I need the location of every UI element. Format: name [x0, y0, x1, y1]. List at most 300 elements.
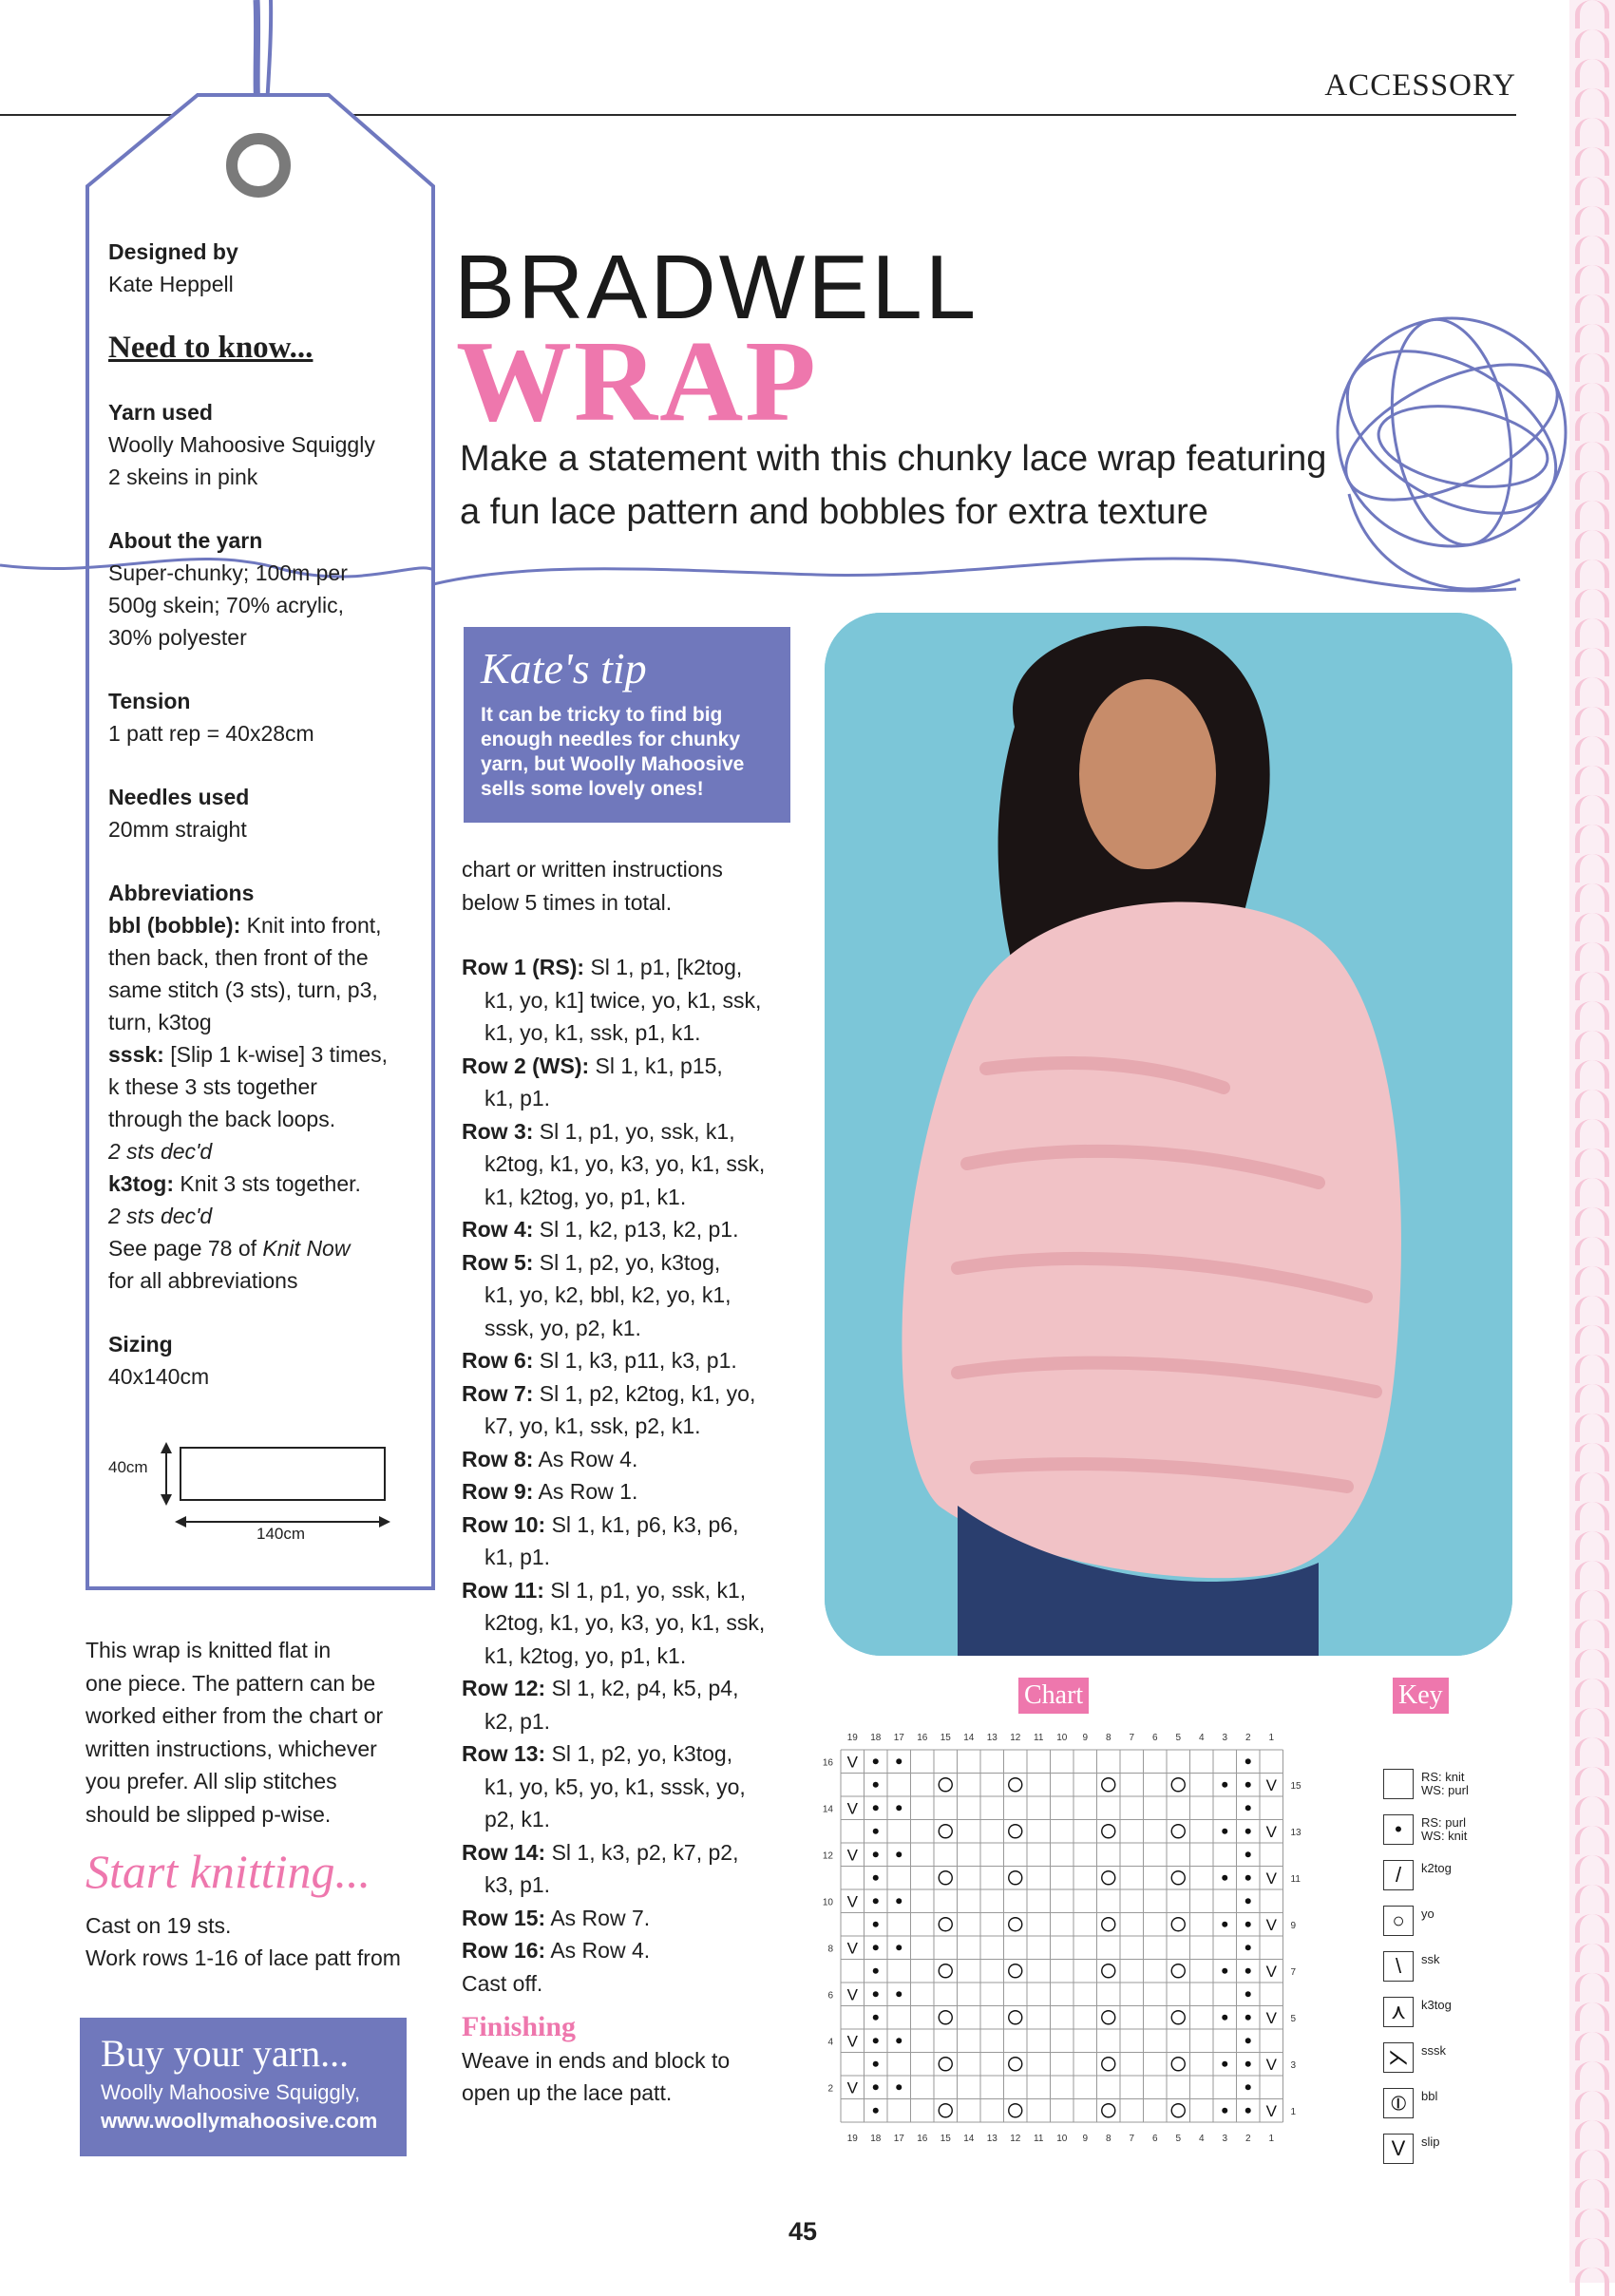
- pattern-row-line: k1, p1.: [484, 1086, 551, 1110]
- row-label: Row 16:: [462, 1938, 546, 1963]
- chart-purl-symbol: [1222, 1782, 1227, 1788]
- chart-col-number: 19: [846, 2134, 858, 2144]
- row-text: As Row 1.: [538, 1479, 638, 1504]
- row-label: Row 14:: [462, 1839, 546, 1865]
- tag-info: [108, 236, 431, 1424]
- model-photo: [825, 613, 1512, 1656]
- start-knitting-heading: Start knitting...: [86, 1845, 370, 1898]
- pattern-row-line: [462, 1213, 804, 1246]
- chart-purl-symbol: [1245, 1945, 1251, 1950]
- key-symbol-icon: \: [1383, 1951, 1414, 1982]
- chart-slip-symbol: V: [846, 1753, 858, 1772]
- finishing-line: Weave in ends and block to: [462, 2047, 731, 2073]
- pattern-row-line: [462, 1344, 804, 1377]
- abbrev-text: through the back loops.: [108, 1107, 336, 1131]
- chart-slip-symbol: V: [846, 1799, 858, 1818]
- row-label: Row 5:: [462, 1249, 534, 1275]
- key-symbol-icon: •: [1383, 1814, 1414, 1845]
- cast-on-line: Cast on 19 sts.: [86, 1912, 232, 1938]
- abbrev-text: k these 3 sts together: [108, 1074, 317, 1099]
- abbrev-text: 2 sts dec'd: [108, 1204, 213, 1228]
- chart-col-number: 9: [1082, 1733, 1089, 1743]
- key-symbol-icon: /: [1383, 1860, 1414, 1890]
- chart-col-number: 16: [917, 2134, 928, 2144]
- abbrev-text: [Slip 1 k-wise] 3 times,: [163, 1042, 389, 1067]
- pattern-row-line: k1, yo, k1] twice, yo, k1, ssk,: [484, 987, 762, 1013]
- chart-purl-symbol: [1245, 1829, 1251, 1834]
- key-symbol-icon: V: [1383, 2134, 1414, 2164]
- about-yarn-line: 30% polyester: [108, 625, 247, 650]
- yarn-used-line: 2 skeins in pink: [108, 465, 258, 489]
- chart-row-number: 11: [1290, 1873, 1301, 1885]
- row-label: Row 2 (WS):: [462, 1053, 590, 1078]
- key-text: k2tog: [1421, 1861, 1452, 1875]
- abbrev-term: k3tog:: [108, 1171, 174, 1196]
- row-text: Sl 1, p1, [k2tog,: [590, 955, 743, 979]
- photo-illustration: [825, 613, 1512, 1656]
- chart-yo-symbol: [1009, 2011, 1022, 2024]
- braid-motif: [1575, 1708, 1609, 1736]
- chart-col-number: 5: [1175, 2134, 1182, 2144]
- sizing-height-label: 40cm: [108, 1458, 148, 1476]
- row-text: Sl 1, p2, yo, k3tog,: [551, 1741, 733, 1766]
- magazine-name: Knit Now: [262, 1236, 351, 1261]
- chart-purl-symbol: [896, 1945, 902, 1950]
- finishing-line: open up the lace patt.: [462, 2080, 673, 2105]
- chart-purl-symbol: [1222, 1829, 1227, 1834]
- chart-yo-symbol: [1009, 2104, 1022, 2117]
- chart-col-number: 5: [1175, 1733, 1182, 1743]
- chart-slip-symbol: V: [1265, 1915, 1277, 1934]
- key-symbol-icon: ⋋: [1383, 2042, 1414, 2073]
- chart-col-number: 14: [963, 1733, 975, 1743]
- work-rows-line: Work rows 1-16 of lace patt from: [86, 1945, 401, 1970]
- chart-yo-symbol: [1171, 2011, 1185, 2024]
- abbreviations-label: Abbreviations: [108, 881, 255, 905]
- chart-col-number: 6: [1151, 1733, 1158, 1743]
- braid-motif: [1575, 1944, 1609, 1972]
- key-item: [1383, 1951, 1507, 1983]
- chart-yo-symbol: [1171, 1918, 1185, 1931]
- chart-yo-symbol: [1171, 1825, 1185, 1838]
- chart-purl-symbol: [1222, 2061, 1227, 2067]
- chart-col-number: 15: [940, 2134, 951, 2144]
- chart-yo-symbol: [939, 1778, 952, 1792]
- tip-line: yarn, but Woolly Mahoosive: [481, 753, 745, 775]
- chart-col-number: 12: [1010, 1733, 1021, 1743]
- chart-yo-symbol: [1171, 1871, 1185, 1885]
- row-text: Sl 1, p1, yo, ssk, k1,: [539, 1118, 735, 1144]
- key-item: [1383, 1814, 1507, 1847]
- chart-col-number: 1: [1268, 1733, 1275, 1743]
- chart-col-number: 4: [1198, 1733, 1205, 1743]
- chart-purl-symbol: [873, 1805, 879, 1811]
- key-item: [1383, 1860, 1507, 1892]
- sizing-value: 40x140cm: [108, 1364, 210, 1389]
- row-text: Sl 1, k1, p6, k3, p6,: [551, 1511, 739, 1537]
- braid-motif: [1575, 1767, 1609, 1795]
- knitting-chart: [817, 1719, 1311, 2156]
- chart-yo-symbol: [939, 2104, 952, 2117]
- chart-yo-symbol: [939, 1964, 952, 1978]
- chart-row-number: 9: [1290, 1920, 1297, 1931]
- chart-purl-symbol: [896, 1758, 902, 1764]
- abbrev-text: then back, then front of the: [108, 945, 369, 970]
- about-yarn-line: 500g skein; 70% acrylic,: [108, 593, 345, 617]
- intro-line: should be slipped p-wise.: [86, 1801, 332, 1827]
- pattern-row-line: [462, 951, 804, 984]
- row-text: Sl 1, p1, yo, ssk, k1,: [550, 1577, 747, 1603]
- cast-off: Cast off.: [462, 1970, 543, 1996]
- key-symbol-icon: ⋏: [1383, 1997, 1414, 2027]
- tip-line: It can be tricky to find big: [481, 704, 723, 726]
- row-label: Row 8:: [462, 1446, 534, 1471]
- chart-purl-symbol: [873, 2038, 879, 2043]
- abbrev-text: same stitch (3 sts), turn, p3,: [108, 977, 378, 1002]
- chart-purl-symbol: [1222, 1875, 1227, 1881]
- pattern-row-line: k1, k2tog, yo, p1, k1.: [484, 1642, 687, 1668]
- chart-purl-symbol: [1245, 2061, 1251, 2067]
- chart-purl-symbol: [1222, 2108, 1227, 2114]
- needles-value: 20mm straight: [108, 817, 247, 842]
- key-item: [1383, 1769, 1507, 1801]
- section-label: ACCESSORY: [1324, 68, 1516, 103]
- key-symbol-icon: [1383, 1769, 1414, 1799]
- pattern-row-line: k2tog, k1, yo, k3, yo, k1, ssk,: [484, 1151, 766, 1176]
- chart-purl-symbol: [873, 1968, 879, 1974]
- pattern-row-line: k1, yo, k1, ssk, p1, k1.: [484, 1020, 701, 1045]
- pattern-row-line: k1, k2tog, yo, p1, k1.: [484, 1184, 687, 1209]
- abbrev-text: Knit 3 sts together.: [174, 1171, 361, 1196]
- row-label: Row 7:: [462, 1380, 534, 1406]
- row-label: Row 9:: [462, 1479, 534, 1504]
- pattern-row-line: k3, p1.: [484, 1872, 551, 1897]
- chart-purl-symbol: [1245, 1991, 1251, 1997]
- intro-line: This wrap is knitted flat in: [86, 1638, 332, 1662]
- braid-motif: [1575, 1796, 1609, 1825]
- row-text: As Row 4.: [550, 1938, 651, 1963]
- chart-slip-symbol: V: [1265, 1775, 1277, 1794]
- chart-yo-symbol: [1009, 1871, 1022, 1885]
- key-symbol-icon: ⦶: [1383, 2088, 1414, 2118]
- chart-row-number: 12: [822, 1850, 833, 1862]
- intro-cont-line: below 5 times in total.: [462, 889, 673, 915]
- row-text: Sl 1, k2, p4, k5, p4,: [551, 1676, 739, 1700]
- intro-column: [86, 1634, 428, 1975]
- pattern-row-line: [462, 1115, 804, 1148]
- buy-yarn-box: [80, 2018, 407, 2156]
- braid-motif: [1575, 2238, 1609, 2267]
- abbrev-term: bbl (bobble):: [108, 913, 241, 938]
- chart-row-number: 8: [827, 1944, 833, 1955]
- chart-col-number: 7: [1129, 1733, 1135, 1743]
- chart-col-number: 17: [893, 2134, 904, 2144]
- pattern-row-line: [462, 1509, 804, 1542]
- pattern-row-line: k7, yo, k1, ssk, p2, k1.: [484, 1414, 701, 1438]
- chart-slip-symbol: V: [846, 1892, 858, 1911]
- pattern-row-line: sssk, yo, p2, k1.: [484, 1315, 641, 1340]
- pattern-row-line: p2, k1.: [484, 1807, 551, 1831]
- abbrev-term: sssk:: [108, 1042, 164, 1067]
- chart-purl-symbol: [1245, 2038, 1251, 2043]
- chart-slip-symbol: V: [1265, 1962, 1277, 1981]
- chart-title: Chart: [1018, 1678, 1089, 1714]
- title-line-2: WRAP: [456, 317, 818, 446]
- pattern-row-line: [462, 1377, 804, 1411]
- key-text: bbl: [1421, 2089, 1438, 2103]
- chart-row-number: 14: [822, 1804, 833, 1815]
- row-text: As Row 7.: [550, 1905, 651, 1930]
- pattern-row-line: [462, 1836, 804, 1869]
- chart-purl-symbol: [1245, 1875, 1251, 1881]
- chart-yo-symbol: [1102, 2011, 1115, 2024]
- page-number: 45: [788, 2217, 818, 2246]
- chart-yo-symbol: [1171, 2104, 1185, 2117]
- chart-col-number: 15: [940, 1733, 951, 1743]
- braid-motif: [1575, 1620, 1609, 1648]
- chart-purl-symbol: [873, 1991, 879, 1997]
- row-label: Row 13:: [462, 1741, 546, 1766]
- row-label: Row 3:: [462, 1118, 534, 1144]
- chart-yo-symbol: [1009, 1918, 1022, 1931]
- buy-yarn-product: Woolly Mahoosive Squiggly,: [101, 2080, 361, 2104]
- chart-col-number: 3: [1222, 1733, 1228, 1743]
- chart-row-number: 15: [1290, 1780, 1302, 1792]
- chart-col-number: 6: [1151, 2134, 1158, 2144]
- row-label: Row 10:: [462, 1511, 546, 1537]
- standfirst-line: a fun lace pattern and bobbles for extra texture: [460, 492, 1208, 532]
- chart-col-number: 10: [1056, 2134, 1068, 2144]
- chart-yo-symbol: [939, 2011, 952, 2024]
- intro-line: worked either from the chart or: [86, 1703, 384, 1728]
- pattern-row-line: k2, p1.: [484, 1708, 551, 1734]
- tip-title: Kate's tip: [481, 644, 647, 693]
- chart-col-number: 10: [1056, 1733, 1068, 1743]
- row-text: Sl 1, k1, p15,: [595, 1053, 723, 1078]
- chart-row-number: 6: [827, 1990, 833, 2002]
- chart-purl-symbol: [1245, 1782, 1251, 1788]
- buy-yarn-url[interactable]: www.woollymahoosive.com: [101, 2109, 378, 2133]
- intro-line: you prefer. All slip stitches: [86, 1769, 337, 1793]
- yarn-used-line: Woolly Mahoosive Squiggly: [108, 432, 375, 457]
- chart-slip-symbol: V: [1265, 1822, 1277, 1841]
- intro-line: written instructions, whichever: [86, 1736, 377, 1761]
- key-item: [1383, 2134, 1507, 2166]
- chart-purl-symbol: [896, 1898, 902, 1904]
- rows-list: [462, 951, 804, 1967]
- chart-row-number: 3: [1290, 2059, 1297, 2071]
- chart-slip-symbol: V: [846, 2078, 858, 2097]
- chart-yo-symbol: [1171, 1964, 1185, 1978]
- braid-motif: [1575, 1855, 1609, 1884]
- sizing-label: Sizing: [108, 1332, 173, 1357]
- key-item: [1383, 2088, 1507, 2120]
- pattern-row-line: k1, p1.: [484, 1545, 551, 1569]
- chart-purl-symbol: [1245, 1968, 1251, 1974]
- pattern-row-line: [462, 1934, 804, 1967]
- row-label: Row 4:: [462, 1217, 534, 1242]
- chart-col-number: 12: [1010, 2134, 1021, 2144]
- needles-label: Needles used: [108, 785, 250, 809]
- key-item: [1383, 1906, 1507, 1938]
- chart-col-number: 7: [1129, 2134, 1135, 2144]
- chart-purl-symbol: [873, 1898, 879, 1904]
- chart-row-number: 5: [1290, 2013, 1297, 2024]
- chart-yo-symbol: [1009, 1778, 1022, 1792]
- abbrev-text: turn, k3tog: [108, 1010, 212, 1034]
- chart-slip-symbol: V: [1265, 2008, 1277, 2027]
- chart-purl-symbol: [896, 1805, 902, 1811]
- chart-yo-symbol: [1009, 2058, 1022, 2071]
- braid-motif: [1575, 1973, 1609, 2002]
- chart-row-number: 2: [827, 2083, 833, 2095]
- chart-col-number: 18: [870, 1733, 882, 1743]
- chart-yo-symbol: [939, 1825, 952, 1838]
- braid-motif: [1575, 2120, 1609, 2149]
- chart-col-number: 13: [986, 2134, 998, 2144]
- about-yarn-label: About the yarn: [108, 528, 263, 553]
- chart-purl-symbol: [1245, 2084, 1251, 2090]
- chart-col-number: 19: [846, 1733, 858, 1743]
- pattern-row-line: [462, 1475, 804, 1509]
- braid-motif: [1575, 2032, 1609, 2060]
- pattern-row-line: [462, 1050, 804, 1083]
- key-symbol-icon: ○: [1383, 1906, 1414, 1936]
- abbrev-text: Knit into front,: [240, 913, 382, 938]
- chart-slip-symbol: V: [1265, 2055, 1277, 2074]
- key-text: yo: [1421, 1907, 1434, 1921]
- tip-text: [481, 703, 773, 802]
- row-text: Sl 1, k3, p2, k7, p2,: [551, 1839, 739, 1865]
- chart-col-number: 16: [917, 1733, 928, 1743]
- chart-yo-symbol: [939, 1871, 952, 1885]
- row-text: Sl 1, p2, yo, k3tog,: [539, 1249, 721, 1275]
- chart-purl-symbol: [1222, 1968, 1227, 1974]
- intro-line: one piece. The pattern can be: [86, 1670, 376, 1696]
- chart-col-number: 1: [1268, 2134, 1275, 2144]
- chart-col-number: 3: [1222, 2134, 1228, 2144]
- chart-col-number: 18: [870, 2134, 882, 2144]
- pattern-row-line: [462, 1443, 804, 1476]
- yarn-used-label: Yarn used: [108, 400, 213, 425]
- chart-col-number: 8: [1105, 2134, 1112, 2144]
- instructions-column: [462, 853, 804, 2110]
- braid-motif: [1575, 2061, 1609, 2090]
- tension-value: 1 patt rep = 40x28cm: [108, 721, 314, 746]
- tip-box: [464, 627, 790, 823]
- chart-col-number: 9: [1082, 2134, 1089, 2144]
- chart-row-number: 16: [822, 1757, 833, 1769]
- chart-purl-symbol: [873, 1851, 879, 1857]
- chart-row-number: 4: [827, 2037, 833, 2048]
- key-item: [1383, 1997, 1507, 2029]
- row-label: Row 6:: [462, 1348, 534, 1373]
- pattern-row-line: [462, 1737, 804, 1771]
- chart-purl-symbol: [1245, 1898, 1251, 1904]
- chart-slip-symbol: V: [846, 1985, 858, 2004]
- pattern-row-line: k1, yo, k2, bbl, k2, yo, k1,: [484, 1282, 732, 1307]
- chart-purl-symbol: [896, 2038, 902, 2043]
- chart-yo-symbol: [1102, 1825, 1115, 1838]
- braid-motif: [1575, 1826, 1609, 1854]
- chart-col-number: 11: [1034, 2134, 1044, 2144]
- chart-purl-symbol: [873, 1758, 879, 1764]
- standfirst: [460, 432, 1372, 539]
- buy-yarn-title: Buy your yarn...: [101, 2032, 350, 2075]
- chart-col-number: 2: [1244, 1733, 1251, 1743]
- need-to-know-heading: Need to know...: [108, 331, 314, 365]
- chart-row-number: 7: [1290, 1966, 1297, 1978]
- chart-purl-symbol: [1222, 2015, 1227, 2021]
- braid-motif: [1575, 2002, 1609, 2031]
- braid-motif: [1575, 1885, 1609, 1913]
- abbrev-text: 2 sts dec'd: [108, 1139, 213, 1164]
- chart-col-number: 8: [1105, 1733, 1112, 1743]
- chart-purl-symbol: [1245, 1922, 1251, 1927]
- chart-yo-symbol: [1171, 1778, 1185, 1792]
- chart-yo-symbol: [1102, 1778, 1115, 1792]
- braid-motif: [1575, 2209, 1609, 2237]
- braid-motif: [1575, 1649, 1609, 1678]
- chart-purl-symbol: [873, 1782, 879, 1788]
- chart-yo-symbol: [1171, 2058, 1185, 2071]
- chart-col-number: 13: [986, 1733, 998, 1743]
- chart-col-number: 4: [1198, 2134, 1205, 2144]
- chart-yo-symbol: [1102, 2058, 1115, 2071]
- chart-yo-symbol: [939, 1918, 952, 1931]
- designer-name: Kate Heppell: [108, 272, 234, 296]
- braid-motif: [1575, 1737, 1609, 1766]
- designed-by-label: Designed by: [108, 239, 238, 264]
- chart-purl-symbol: [873, 1875, 879, 1881]
- chart-purl-symbol: [896, 2084, 902, 2090]
- chart-purl-symbol: [873, 2084, 879, 2090]
- chart-col-number: 14: [963, 2134, 975, 2144]
- chart-purl-symbol: [1245, 2015, 1251, 2021]
- row-label: Row 12:: [462, 1676, 546, 1700]
- row-label: Row 15:: [462, 1905, 546, 1930]
- chart-col-number: 11: [1034, 1733, 1044, 1743]
- pattern-row-line: [462, 1246, 804, 1280]
- chart-yo-symbol: [1009, 1825, 1022, 1838]
- key-text: RS: knit WS: purl: [1421, 1770, 1469, 1797]
- key-item: [1383, 2042, 1507, 2075]
- pattern-row-line: k1, yo, k5, yo, k1, sssk, yo,: [484, 1774, 746, 1799]
- chart-yo-symbol: [1102, 1918, 1115, 1931]
- chart-yo-symbol: [1102, 2104, 1115, 2117]
- abbrev-text: See page 78 of: [108, 1236, 263, 1261]
- pattern-row-line: [462, 1672, 804, 1705]
- row-label: Row 1 (RS):: [462, 955, 585, 979]
- intro-cont-line: chart or written instructions: [462, 857, 723, 882]
- chart-slip-symbol: V: [1265, 1869, 1277, 1888]
- finishing-title: Finishing: [462, 2011, 577, 2042]
- chart-slip-symbol: V: [846, 1939, 858, 1958]
- about-yarn-line: Super-chunky; 100m per: [108, 560, 348, 585]
- chart-col-number: 2: [1244, 2134, 1251, 2144]
- row-label: Row 11:: [462, 1577, 544, 1603]
- tip-line: enough needles for chunky: [481, 729, 741, 750]
- tip-line: sells some lovely ones!: [481, 778, 704, 800]
- key-text: RS: purl WS: knit: [1421, 1815, 1468, 1843]
- chart-purl-symbol: [1222, 1922, 1227, 1927]
- chart-purl-symbol: [873, 2108, 879, 2114]
- chart-purl-symbol: [1245, 1758, 1251, 1764]
- pattern-row-line: [462, 1574, 804, 1607]
- chart-purl-symbol: [1245, 1851, 1251, 1857]
- chart-purl-symbol: [873, 1945, 879, 1950]
- chart-row-number: 1: [1290, 2106, 1297, 2117]
